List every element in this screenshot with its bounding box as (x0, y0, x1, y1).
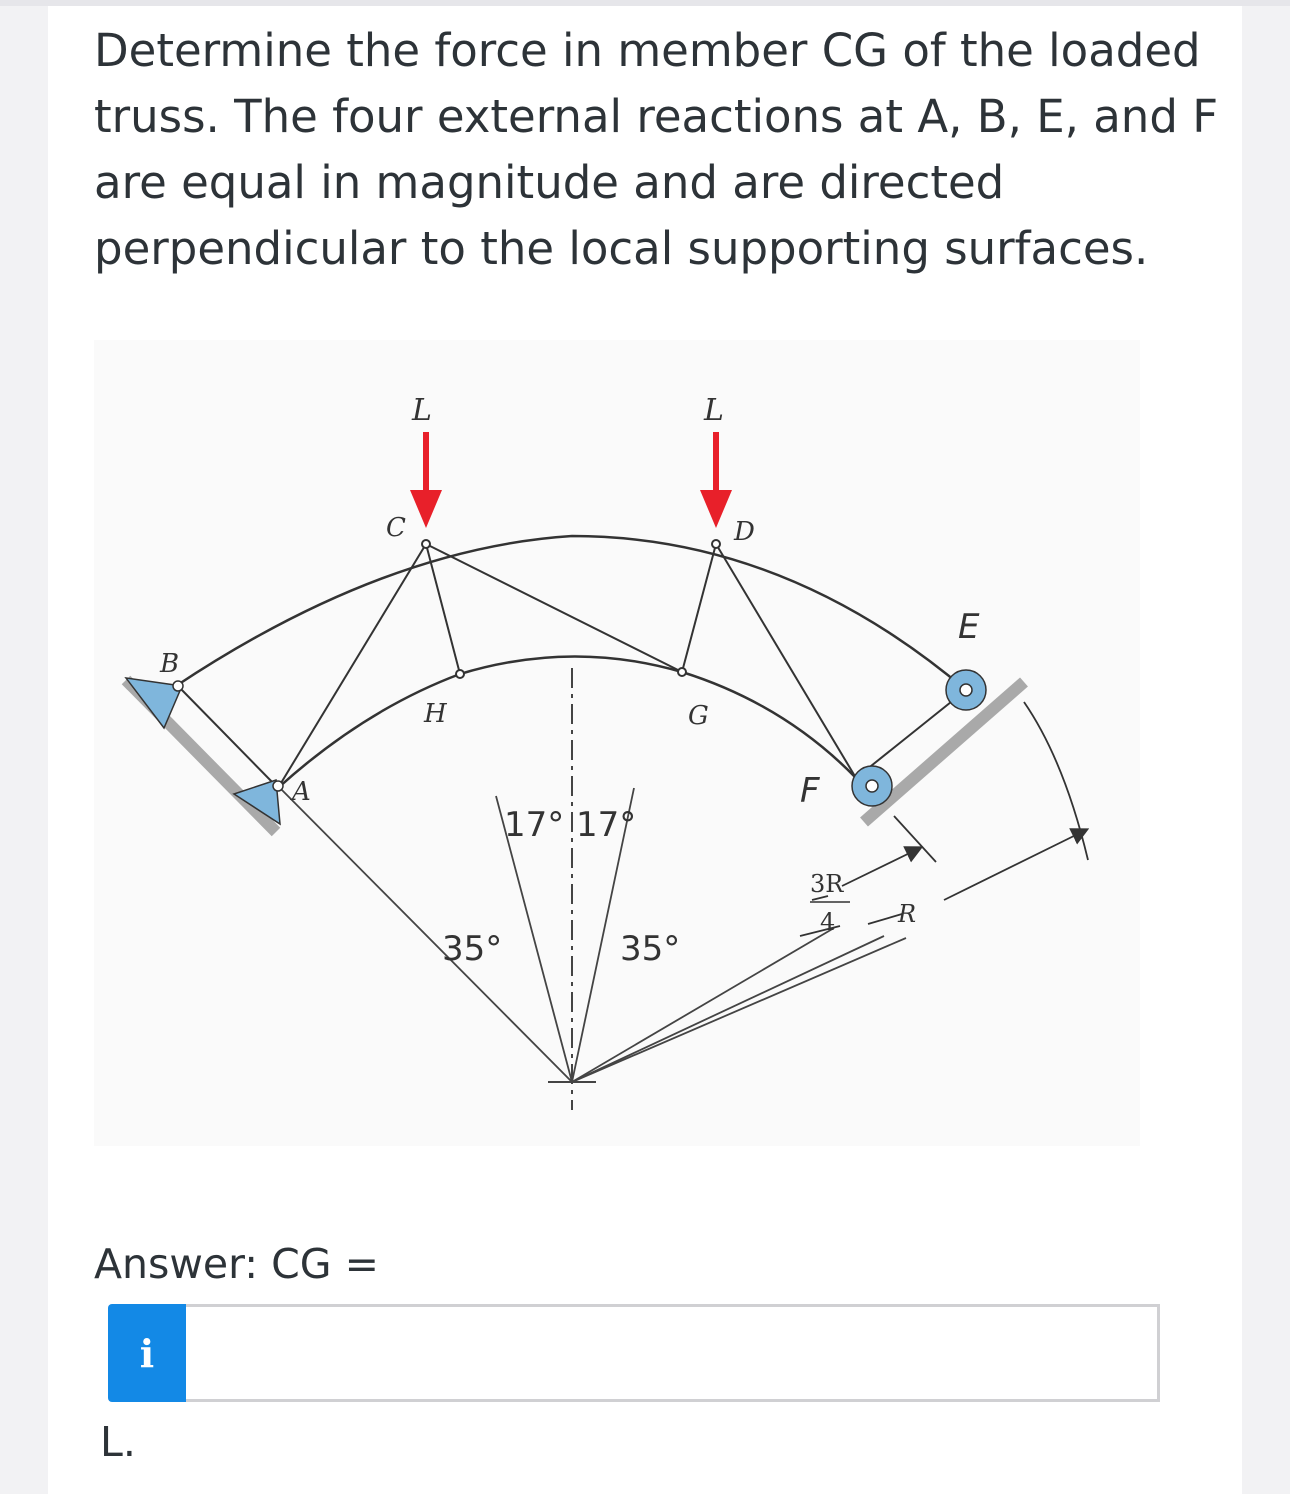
truss-figure (94, 340, 1140, 1146)
inner-chord (278, 656, 856, 788)
answer-label: Answer: CG = (94, 1240, 379, 1288)
pin-e (960, 684, 972, 696)
angle-label-left-inner: 17° (504, 805, 565, 845)
dim-label-inner-den: 4 (820, 908, 836, 936)
pin-f (866, 780, 878, 792)
joint-label-d: D (734, 517, 755, 547)
joint-label-a: A (292, 777, 311, 807)
load-arrow-d (700, 432, 732, 528)
info-icon: i (139, 1330, 155, 1376)
joint-label-e: E (958, 607, 980, 647)
joint-label-b: B (160, 649, 180, 679)
dim-label-outer: R (898, 900, 917, 928)
answer-input[interactable] (186, 1304, 1160, 1402)
pin-a (273, 781, 283, 791)
angle-label-right-outer: 35° (620, 929, 681, 969)
load-arrow-c (410, 432, 442, 528)
joint-label-c: C (386, 513, 406, 543)
joint-label-g: G (688, 701, 709, 731)
load-label-right: L (704, 393, 724, 428)
pin-b (173, 681, 183, 691)
joint-label-f: F (800, 771, 820, 811)
question-text: Determine the force in member CG of the loaded truss. The four external reactions at A, B, E, and F are equal in magnitude and are directed perpendicular to the local supporting surfaces. (94, 24, 1219, 275)
dimension-lines (800, 702, 1088, 936)
joint-label-h: H (424, 699, 447, 729)
angle-label-left-outer: 35° (442, 929, 503, 969)
angle-label-right-inner: 17° (576, 805, 637, 845)
outer-chord (176, 536, 966, 690)
info-button[interactable] (108, 1304, 186, 1402)
load-label-left: L (412, 393, 432, 428)
truss-diagram (94, 340, 1140, 1146)
unit-label: L. (100, 1418, 136, 1466)
dim-label-inner-num: 3R (810, 870, 844, 898)
